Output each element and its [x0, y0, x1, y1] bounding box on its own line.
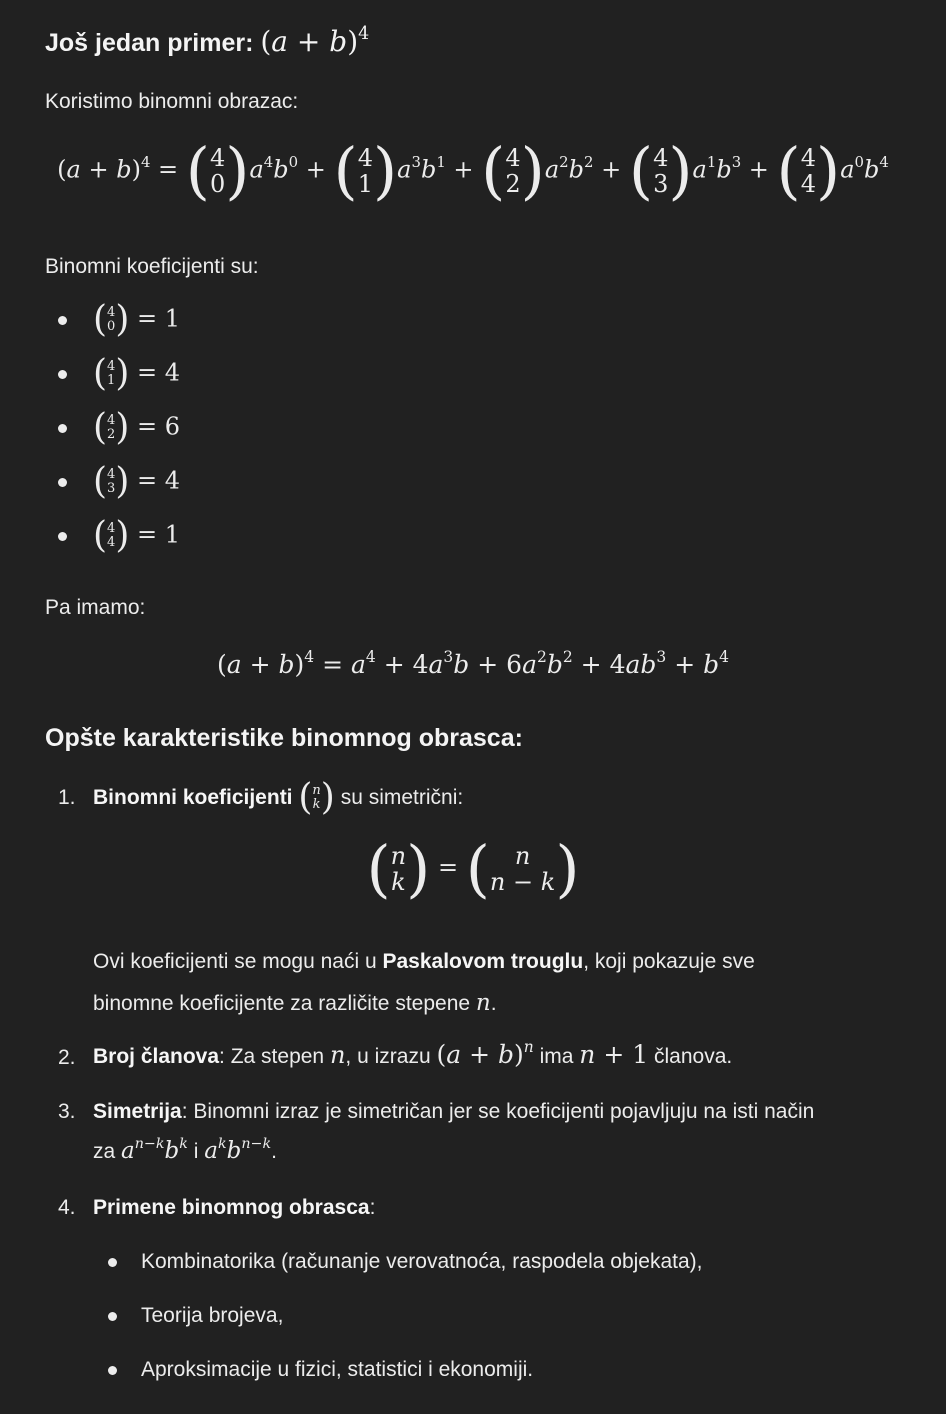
intro-text: Koristimo binomni obrazac: [45, 90, 299, 113]
list-number: 1. [58, 786, 76, 809]
coef-intro-text: Binomni koeficijenti su: [45, 255, 259, 278]
list-number: 4. [58, 1196, 76, 1219]
result-intro-text: Pa imamo: [45, 596, 146, 619]
list-item: Teorija brojeva, [108, 1304, 283, 1328]
list-item: ( 4 4 ) = 1 [58, 516, 180, 556]
bullet-icon [58, 370, 67, 379]
bullet-icon [58, 478, 67, 487]
result-formula: $(a + b)^4 = a^4 + 4a^3b + 6a^2b^2 + 4ab^3 + b^4$ [216, 648, 730, 679]
pascal-text-line2: binomne koeficijente za različite stepene n. [93, 990, 497, 1016]
list-item: Kombinatorika (računanje verovatnoća, raspodela objekata), [108, 1250, 703, 1274]
bullet-icon [108, 1258, 117, 1267]
symmetry-formula: ( n k ) = ( n n − k ) [366, 832, 580, 905]
bullet-icon [58, 532, 67, 541]
section-heading-example: Još jedan primer: $(a + b)^4$ [45, 23, 370, 58]
list-item-symmetry-line1: Simetrija: Binomni izraz je simetričan jer se koeficijenti pojavljuju na isti način [93, 1100, 815, 1123]
section-heading-characteristics: Opšte karakteristike binomnog obrasca: [45, 724, 523, 752]
list-item: ( 4 0 ) = 1 [58, 300, 180, 340]
bullet-icon [58, 424, 67, 433]
list-item-symmetry-coefficients: Binomni koeficijenti ( n k ) su simetrični: [93, 777, 464, 818]
list-item-symmetry-line2: za $a^{n-k}b^k$ i $a^kb^{n-k}$. [93, 1136, 277, 1164]
bullet-icon [58, 316, 67, 325]
list-number: 2. [58, 1046, 76, 1069]
heading-formula: $(a + b)^4$ [260, 23, 370, 58]
bullet-icon [108, 1312, 117, 1321]
list-item-applications: Primene binomnog obrasca: [93, 1196, 376, 1219]
list-item: Aproksimacije u fizici, statistici i ekonomiji. [108, 1358, 533, 1382]
list-item: ( 4 1 ) = 4 [58, 354, 180, 394]
binomial-expansion-formula: $(a + b)^4$ = ( 4 0 ) $a^4b^0$ + ( 4 1 ) $a^3b^1$ + ( 4 2 ) $a^2b^2$ + ( 4 3 ) $a^1b^3$ + ( 4 4 ) $a^0b^4$ [57, 134, 889, 207]
list-item-term-count: Broj članova: Za stepen n, u izrazu $(a + b)^n$ ima n + 1 članova. [93, 1038, 733, 1069]
bullet-icon [108, 1366, 117, 1375]
list-item: ( 4 3 ) = 4 [58, 462, 180, 502]
pascal-text-line1: Ovi koeficijenti se mogu naći u Paskalovom trouglu, koji pokazuje sve [93, 950, 755, 973]
list-item: ( 4 2 ) = 6 [58, 408, 180, 448]
list-number: 3. [58, 1100, 76, 1123]
